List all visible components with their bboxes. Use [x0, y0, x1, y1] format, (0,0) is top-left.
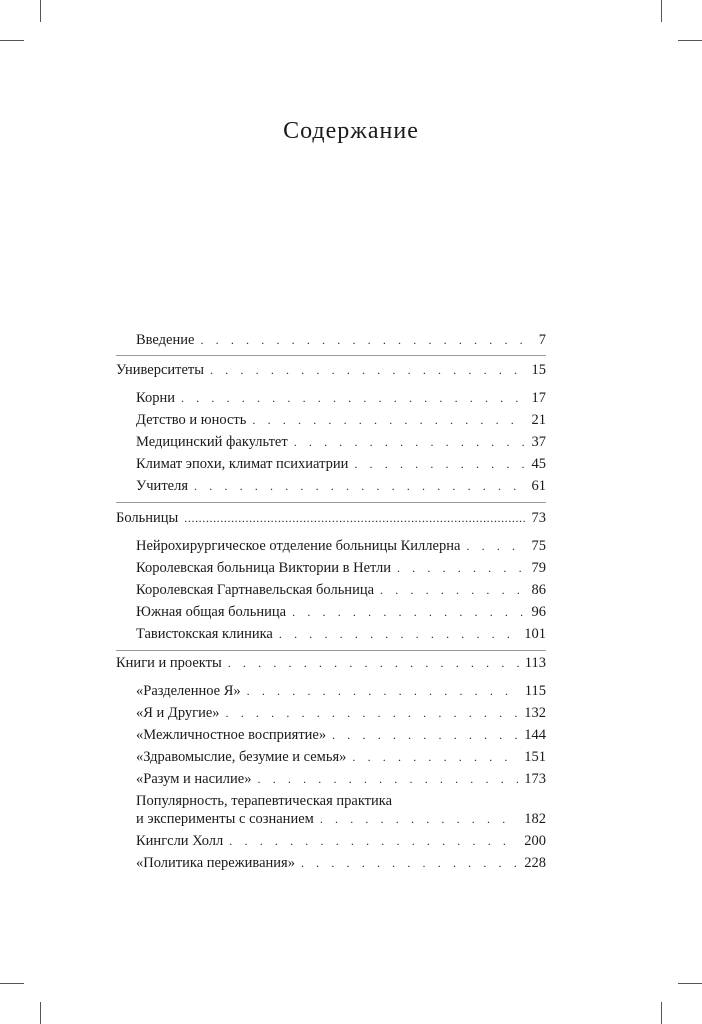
toc-entry[interactable]	[136, 454, 546, 474]
toc-entry-page: 17	[531, 390, 546, 406]
toc-leader	[247, 681, 519, 701]
toc-leader	[380, 580, 525, 600]
toc-leader	[320, 809, 518, 829]
toc-entry[interactable]	[136, 769, 546, 789]
toc-leader	[258, 769, 519, 789]
toc-entry[interactable]	[136, 725, 546, 745]
toc-entry[interactable]	[136, 410, 546, 430]
toc-entry-page: 182	[524, 811, 546, 827]
toc-entry[interactable]	[136, 476, 546, 496]
toc-entry[interactable]	[136, 330, 546, 350]
toc-section[interactable]	[116, 653, 546, 673]
toc-section[interactable]	[116, 360, 546, 380]
toc-entry[interactable]	[136, 853, 546, 873]
toc-entry-label: Учителя	[136, 478, 188, 494]
toc-entry[interactable]	[136, 602, 546, 622]
toc-entry-label: «Разделенное Я»	[136, 683, 241, 699]
toc-entry-label: Корни	[136, 390, 175, 406]
toc-leader	[252, 410, 525, 430]
toc-entry[interactable]	[136, 388, 546, 408]
section-divider	[116, 502, 546, 503]
toc-entry-page: 7	[538, 332, 546, 348]
toc-leader	[279, 624, 518, 644]
toc-leader	[194, 476, 526, 496]
section-divider	[116, 355, 546, 356]
toc-leader	[184, 508, 525, 528]
toc-entry[interactable]	[136, 747, 546, 767]
toc-entry-label: Введение	[136, 332, 195, 348]
toc-entry-label: Кингсли Холл	[136, 833, 224, 849]
toc-entry-label: Книги и проекты	[116, 655, 222, 671]
toc-entry-page: 173	[524, 771, 546, 787]
toc-entry-page: 86	[531, 582, 546, 598]
toc-entry-page: 132	[524, 705, 546, 721]
toc-entry-page: 113	[524, 655, 546, 671]
toc-leader	[352, 747, 518, 767]
toc-entry-page: 75	[531, 538, 546, 554]
toc-entry-page: 200	[524, 833, 546, 849]
toc-entry-label: и эксперименты с сознанием	[136, 811, 314, 827]
toc-entry-label: Университеты	[116, 362, 205, 378]
toc-entry-label: «Межличностное восприятие»	[136, 727, 327, 743]
toc-entry-label: Королевская больница Виктории в Нетли	[136, 560, 391, 576]
toc-leader	[397, 558, 526, 578]
toc-section[interactable]	[116, 508, 546, 528]
toc-entry-label: Климат эпохи, климат психиатрии	[136, 456, 349, 472]
section-divider	[116, 650, 546, 651]
toc-entry-page: 61	[531, 478, 546, 494]
toc-entry-page: 101	[524, 626, 546, 642]
toc-entry-page: 37	[531, 434, 546, 450]
toc-entry-label: «Я и Другие»	[136, 705, 220, 721]
toc-entry[interactable]	[136, 624, 546, 644]
toc-entry-label: Южная общая больница	[136, 604, 287, 620]
toc-leader	[466, 536, 525, 556]
toc-entry-label: Больницы	[116, 510, 179, 526]
toc-entry-label: «Здравомыслие, безумие и семья»	[136, 749, 347, 765]
toc-entry-label: «Политика переживания»	[136, 855, 295, 871]
toc-entry-label: Нейрохирургическое отделение больницы Киллерна	[136, 538, 461, 554]
toc-leader	[210, 360, 525, 380]
page-title: Содержание	[283, 118, 419, 144]
toc-entry-page: 45	[531, 456, 546, 472]
toc-leader	[294, 432, 526, 452]
toc-entry-label: Тавистокская клиника	[136, 626, 273, 642]
toc-entry-label: Детство и юность	[136, 412, 247, 428]
toc-entry-page: 73	[531, 510, 546, 526]
toc-leader	[354, 454, 525, 474]
toc-entry-page: 79	[531, 560, 546, 576]
toc-entry[interactable]	[136, 580, 546, 600]
toc-entry[interactable]	[136, 831, 546, 851]
toc-leader	[332, 725, 518, 745]
toc-entry-page: 115	[524, 683, 546, 699]
toc-leader	[229, 831, 518, 851]
toc-entry[interactable]	[136, 703, 546, 723]
toc-entry-label: «Разум и насилие»	[136, 771, 252, 787]
toc-leader	[292, 602, 525, 622]
toc-entry[interactable]	[136, 558, 546, 578]
toc-entry-label: Королевская Гартнавельская больница	[136, 582, 375, 598]
toc-entry-page: 96	[531, 604, 546, 620]
toc-entry-page: 228	[524, 855, 546, 871]
toc-leader	[226, 703, 519, 723]
toc-leader	[181, 388, 526, 408]
toc-leader	[200, 330, 532, 350]
toc-entry-page: 21	[531, 412, 546, 428]
toc-entry[interactable]	[136, 681, 546, 701]
toc-entry[interactable]	[136, 536, 546, 556]
toc-entry[interactable]	[136, 432, 546, 452]
toc-entry[interactable]	[136, 809, 546, 829]
toc-entry-page: 15	[531, 362, 546, 378]
toc-entry-label: Медицинский факультет	[136, 434, 288, 450]
toc-entry-page: 151	[524, 749, 546, 765]
toc-leader	[228, 653, 519, 673]
toc-leader	[301, 853, 518, 873]
toc-entry-page: 144	[524, 727, 546, 743]
toc-entry-label-line1: Популярность, терапевтическая практика	[136, 793, 393, 809]
